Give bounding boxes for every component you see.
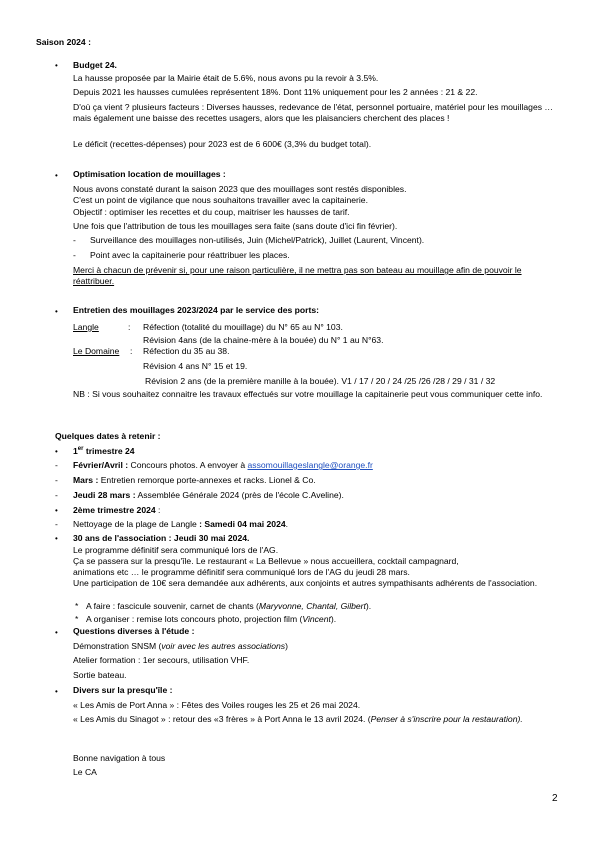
divers-line-2: « Les Amis du Sinagot » : retour des «3 frères » à Port Anna le 13 avril 2024. (Penser à s'inscrire pour la restauration). [73, 714, 523, 724]
langle-colon: : [128, 322, 131, 332]
entretien-title: Entretien des mouillages 2023/2024 par le service des ports: [73, 305, 319, 315]
bullet-icon: • [55, 534, 58, 543]
langle-line-1: Réfection (totalité du mouillage) du N° 65 au N° 103. [143, 322, 343, 332]
closing-line-1: Bonne navigation à tous [73, 753, 166, 763]
nettoyage-line: Nettoyage de la plage de Langle : Samedi 04 mai 2024. [73, 519, 289, 529]
star-icon: * [75, 601, 79, 611]
page-number: 2 [552, 793, 558, 804]
bullet-icon: • [55, 628, 58, 637]
domaine-line-1: Réfection du 35 au 38. [143, 346, 230, 356]
optim-line-1: Nous avons constaté durant la saison 2023 que des mouillages sont restés disponibles. [73, 184, 407, 194]
questions-title: Questions diverses à l'étude : [73, 626, 195, 636]
bullet-icon: • [55, 61, 58, 70]
star-icon: * [75, 614, 79, 624]
langle-label: Langle [73, 322, 99, 332]
optim-dash-1: Surveillance des mouillages non-utilisés, Juin (Michel/Patrick), Juillet (Laurent, Vincent). [90, 235, 425, 245]
star-item-1: A faire : fascicule souvenir, carnet de chants (Maryvonne, Chantal, Gilbert). [86, 601, 372, 611]
optim-line-4: Une fois que l'attribution de tous les mouillages sera faite (sans doute d'ici fin février). [73, 221, 398, 231]
bullet-icon: • [55, 307, 58, 316]
dash-icon: - [73, 250, 76, 260]
season-heading: Saison 2024 : [36, 37, 91, 47]
optim-dash-2: Point avec la capitainerie pour réattribuer les places. [90, 250, 290, 260]
budget-line-2: Depuis 2021 les hausses cumulées représentent 18%. Dont 11% uniquement pour les 2 années : 21 & 22. [73, 87, 478, 97]
optim-line-3: Objectif : optimiser les recettes et du coup, maitriser les hausses de tarif. [73, 207, 350, 217]
dash-icon: - [55, 519, 58, 529]
anniversary-line-3: animations etc … le programme définitif sera communiqué lors de l'AG du jeudi 28 mars. [73, 567, 410, 577]
questions-line-3: Sortie bateau. [73, 670, 127, 680]
entretien-nb: NB : Si vous souhaitez connaitre les travaux effectués sur votre mouillage la capitainerie peut vous communiquer cette info. [73, 389, 543, 399]
anniversary-line-2: Ça se passera sur la presqu'île. Le restaurant « La Bellevue » nous accueillera, cocktail campagnard, [73, 556, 459, 566]
optim-line-2: C'est un point de vigilance que nous souhaitons travailler avec la capitainerie. [73, 195, 368, 205]
q1-heading: 1er trimestre 24 [73, 446, 135, 456]
langle-line-2: Révision 4ans (de la chaine-mère à la bouée) du N° 1 au N°63. [143, 335, 384, 345]
closing-signature: Le CA [73, 767, 97, 777]
optim-title: Optimisation location de mouillages : [73, 169, 226, 179]
bullet-icon: • [55, 171, 58, 180]
domaine-colon: : [130, 346, 133, 356]
budget-line-3: D'où ça vient ? plusieurs facteurs : Diverses hausses, redevance de l'état, personnel portuaire, matériel pour les mouillages … mais également une baisse des recettes usagers, alors que les plaisanciers cherchent des places ! [73, 102, 553, 123]
anniversary-line-4: Une participation de 10€ sera demandée aux adhérents, aux conjoints et autres sympathisants adhérents de l'association. [73, 578, 538, 588]
dash-icon: - [55, 475, 58, 485]
questions-line-2: Atelier formation : 1er secours, utilisation VHF. [73, 655, 250, 665]
questions-line-1: Démonstration SNSM (voir avec les autres associations) [73, 641, 288, 651]
dates-title: Quelques dates à retenir : [55, 431, 161, 441]
divers-title: Divers sur la presqu'île : [73, 685, 173, 695]
domaine-line-3: Révision 2 ans (de la première manille à la bouée). V1 / 17 / 20 / 24 /25 /26 /28 / 29 / 31 / 32 [145, 376, 496, 386]
dash-icon: - [55, 490, 58, 500]
q2-heading: 2ème trimestre 2024 : [73, 505, 161, 515]
bullet-icon: • [55, 506, 58, 515]
bullet-icon: • [55, 687, 58, 696]
divers-line-1: « Les Amis de Port Anna » : Fêtes des Voiles rouges les 25 et 26 mai 2024. [73, 700, 361, 710]
anniversary-line-1: Le programme définitif sera communiqué lors de l'AG. [73, 545, 279, 555]
domaine-line-2: Révision 4 ans N° 15 et 19. [143, 361, 248, 371]
star-item-2: A organiser : remise lots concours photo, projection film (Vincent). [86, 614, 337, 624]
dash-icon: - [55, 460, 58, 470]
budget-title: Budget 24. [73, 60, 117, 70]
dash-icon: - [73, 235, 76, 245]
budget-line-1: La hausse proposée par la Mairie était de 5.6%, nous avons pu la revoir à 3.5%. [73, 73, 379, 83]
jeudi-line: Jeudi 28 mars : Assemblée Générale 2024 (près de l'école C.Aveline). [73, 490, 344, 500]
fev-line: Février/Avril : Concours photos. A envoyer à assomouillageslangle@orange.fr [73, 460, 373, 470]
budget-line-4: Le déficit (recettes-dépenses) pour 2023 est de 6 600€ (3,3% du budget total). [73, 139, 372, 149]
anniversary-title: 30 ans de l'association : Jeudi 30 mai 2024. [73, 533, 250, 543]
email-link[interactable]: assomouillageslangle@orange.fr [247, 460, 373, 470]
bullet-icon: • [55, 447, 58, 456]
domaine-label: Le Domaine [73, 346, 120, 356]
optim-note: Merci à chacun de prévenir si, pour une raison particulière, il ne mettra pas son bateau au mouillage afin de pouvoir le réattribuer. [73, 265, 522, 286]
mars-line: Mars : Entretien remorque porte-annexes et racks. Lionel & Co. [73, 475, 316, 485]
